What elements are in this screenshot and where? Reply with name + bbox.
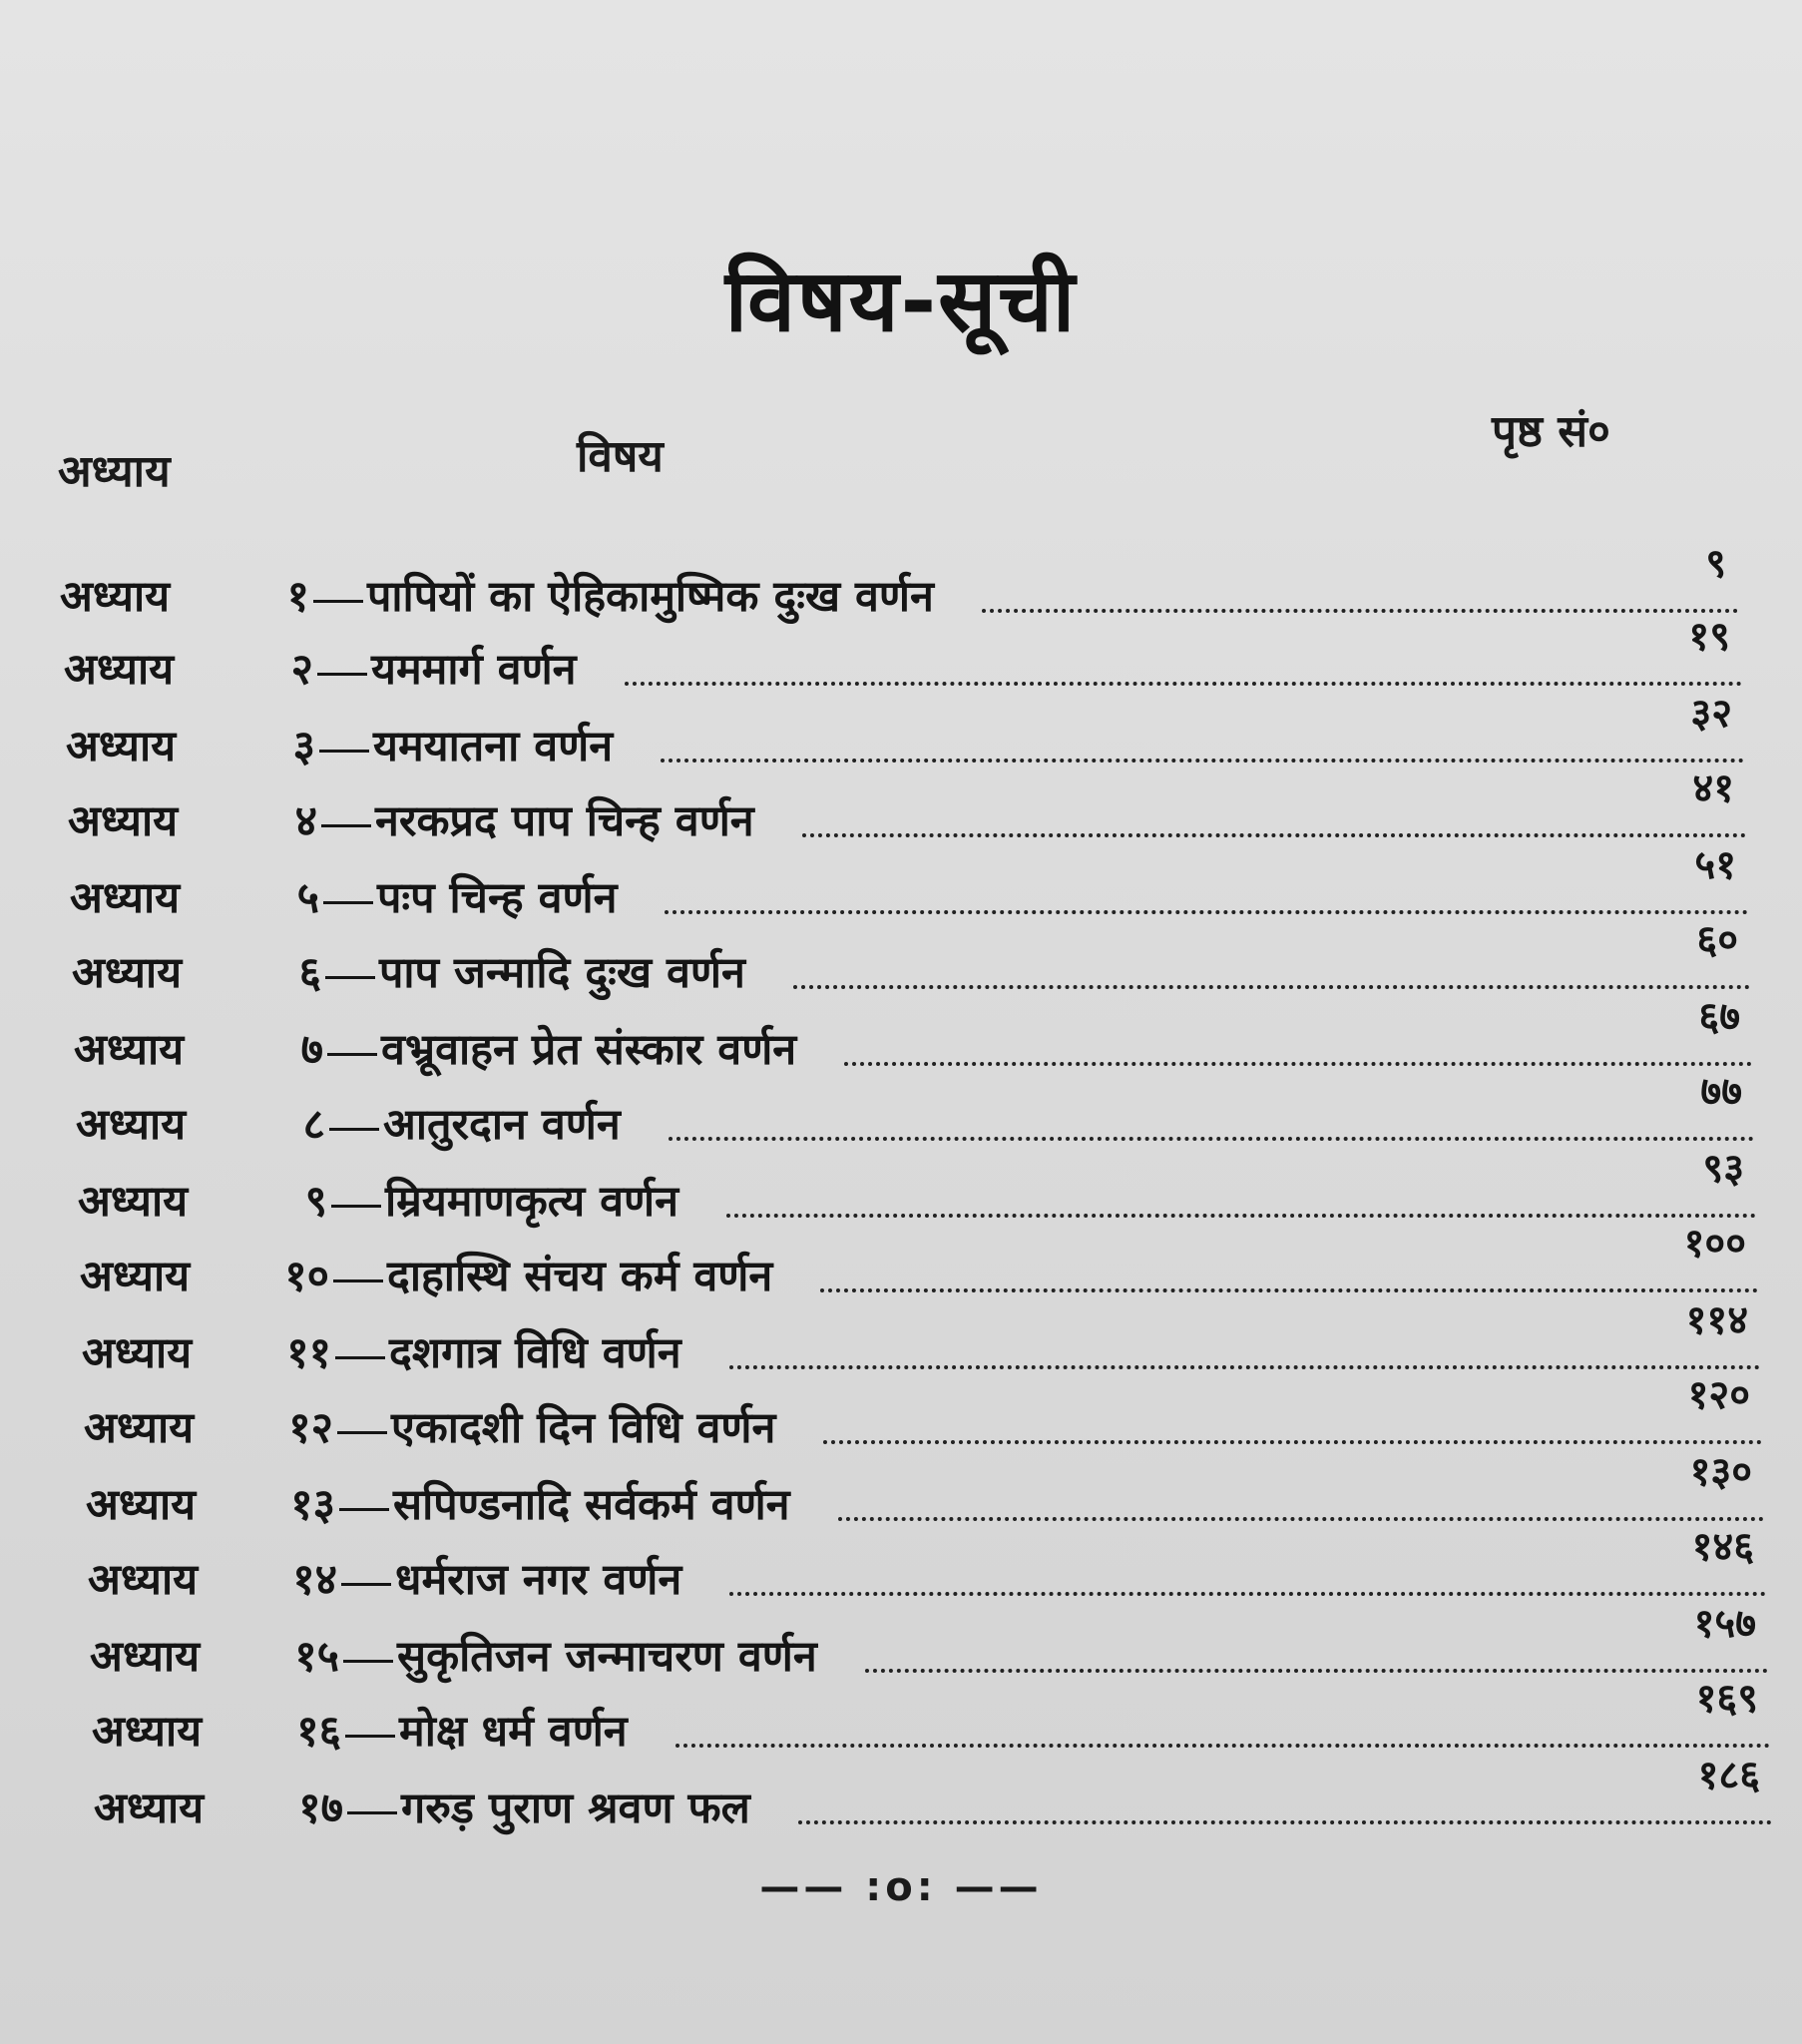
em-dash <box>327 1053 377 1056</box>
em-dash <box>333 1279 383 1282</box>
chapter-number: १० <box>284 1252 329 1301</box>
chapter-number: १५ <box>294 1632 339 1682</box>
table-of-contents <box>60 514 1760 1854</box>
em-dash <box>337 1431 387 1434</box>
toc-entry <box>76 1068 1772 1150</box>
em-dash <box>319 750 369 753</box>
dot-leader <box>729 1364 1760 1369</box>
chapter-label: अध्याय <box>80 1252 191 1301</box>
em-dash <box>345 1735 395 1738</box>
chapter-number: ८ <box>302 1100 325 1150</box>
chapter-label: अध्याय <box>84 1403 195 1453</box>
toc-entry <box>64 613 1760 695</box>
page-number: १४६ <box>1691 1524 1754 1570</box>
dot-leader <box>793 984 1750 989</box>
chapter-number: २ <box>290 645 313 695</box>
toc-entry <box>84 1371 1780 1453</box>
em-dash <box>313 600 363 603</box>
chapter-subject: सुकृतिजन जन्माचरण वर्णन <box>397 1632 817 1682</box>
chapter-subject: मोक्ष धर्म वर्णन <box>399 1707 628 1757</box>
em-dash <box>341 1583 391 1586</box>
chapter-label: अध्याय <box>72 948 183 998</box>
dot-leader <box>729 1591 1766 1596</box>
chapter-label: अध्याय <box>64 645 175 695</box>
toc-entry <box>60 540 1756 622</box>
chapter-number: ६ <box>298 948 321 998</box>
toc-entry <box>74 993 1770 1075</box>
dot-leader <box>802 832 1746 837</box>
toc-entry <box>90 1600 1786 1682</box>
chapter-label: अध्याय <box>68 796 179 846</box>
dot-leader <box>726 1213 1756 1218</box>
dot-leader <box>798 1819 1772 1824</box>
chapter-label: अध्याय <box>78 1177 189 1227</box>
chapter-number: १७ <box>298 1784 343 1833</box>
chapter-label: अध्याय <box>82 1328 193 1378</box>
page-number: ६० <box>1696 917 1738 963</box>
chapter-subject: एकादशी दिन विधि वर्णन <box>391 1403 776 1453</box>
chapter-label: अध्याय <box>92 1707 203 1757</box>
chapter-subject: धर्मराज नगर वर्णन <box>395 1555 682 1605</box>
dot-leader <box>665 909 1748 914</box>
em-dash <box>335 1356 385 1359</box>
page-number: ९ <box>1705 541 1726 587</box>
toc-entry <box>80 1220 1776 1301</box>
column-header-page: पृष्ठ सं० <box>1492 406 1610 457</box>
chapter-number: १४ <box>292 1555 337 1605</box>
page-number: ३२ <box>1690 691 1732 737</box>
em-dash <box>325 976 375 979</box>
toc-entry <box>70 841 1766 923</box>
chapter-label: अध्याय <box>90 1632 201 1682</box>
chapter-number: ४ <box>294 796 317 846</box>
toc-entry <box>66 690 1762 771</box>
dot-leader <box>820 1287 1758 1292</box>
chapter-subject: दाहास्थि संचय कर्म वर्णन <box>387 1252 773 1301</box>
column-header-subject: विषय <box>577 431 664 482</box>
column-header-chapter: अध्याय <box>58 446 171 497</box>
dot-leader <box>661 758 1744 763</box>
dot-leader <box>838 1516 1764 1521</box>
chapter-subject: गरुड़ पुराण श्रवण फल <box>401 1784 750 1833</box>
toc-entry <box>78 1145 1774 1227</box>
chapter-label: अध्याय <box>76 1100 187 1150</box>
chapter-subject: नरकप्रद पाप चिन्ह वर्णन <box>375 796 754 846</box>
dot-leader <box>625 681 1742 686</box>
em-dash <box>317 673 367 676</box>
page-number: १२० <box>1687 1372 1750 1418</box>
chapter-subject: वभ्रूवाहन प्रेत संस्कार वर्णन <box>381 1025 797 1075</box>
chapter-number: ११ <box>286 1328 331 1378</box>
chapter-number: ३ <box>292 722 315 771</box>
page-number: १५७ <box>1693 1601 1756 1647</box>
em-dash <box>331 1205 381 1208</box>
dot-leader <box>669 1136 1754 1141</box>
chapter-subject: आतुरदान वर्णन <box>383 1100 621 1150</box>
chapter-subject: पाप जन्मादि दुःख वर्णन <box>379 948 745 998</box>
chapter-subject: यमयातना वर्णन <box>373 722 614 771</box>
chapter-label: अध्याय <box>60 572 171 622</box>
toc-entry <box>72 916 1768 998</box>
dot-leader <box>865 1668 1768 1673</box>
chapter-number: १६ <box>296 1707 341 1757</box>
em-dash <box>329 1128 379 1131</box>
em-dash <box>347 1811 397 1814</box>
toc-entry <box>88 1523 1784 1605</box>
chapter-number: १२ <box>288 1403 333 1453</box>
chapter-label: अध्याय <box>66 722 177 771</box>
chapter-label: अध्याय <box>70 873 181 923</box>
chapter-number: ५ <box>296 873 319 923</box>
em-dash <box>339 1508 389 1511</box>
chapter-label: अध्याय <box>94 1784 205 1833</box>
page-title: विषय-सूची <box>724 252 1078 351</box>
chapter-number: १ <box>286 572 309 622</box>
page-number: ७७ <box>1700 1069 1742 1115</box>
em-dash <box>323 901 373 904</box>
chapter-label: अध्याय <box>86 1480 197 1530</box>
page-number: १३० <box>1689 1449 1752 1495</box>
toc-entry <box>68 765 1764 846</box>
page-number: ११४ <box>1685 1297 1748 1343</box>
em-dash <box>321 824 371 827</box>
em-dash <box>343 1660 393 1663</box>
page-number: ६७ <box>1698 994 1740 1040</box>
chapter-number: १३ <box>290 1480 335 1530</box>
chapter-subject: पःप चिन्ह वर्णन <box>377 873 618 923</box>
end-ornament: —— :o: —— <box>759 1864 1043 1910</box>
page-number: ४१ <box>1692 766 1734 811</box>
page-number: १९ <box>1688 614 1730 660</box>
page-number: ९३ <box>1702 1146 1744 1192</box>
page-number: १६९ <box>1695 1676 1758 1722</box>
chapter-subject: पापियों का ऐहिकामुष्मिक दुःख वर्णन <box>367 572 934 622</box>
page-number: १०० <box>1683 1221 1746 1267</box>
page-number: १८६ <box>1697 1753 1760 1798</box>
toc-entry <box>92 1675 1788 1757</box>
toc-entry <box>82 1296 1778 1378</box>
toc-entry <box>94 1752 1790 1833</box>
chapter-subject: दशगात्र विधि वर्णन <box>389 1328 681 1378</box>
chapter-number: ७ <box>300 1025 323 1075</box>
chapter-label: अध्याय <box>88 1555 199 1605</box>
chapter-subject: म्रियमाणकृत्य वर्णन <box>385 1177 678 1227</box>
dot-leader <box>844 1061 1752 1066</box>
dot-leader <box>676 1743 1770 1748</box>
toc-entry <box>86 1448 1782 1530</box>
page-number: ५१ <box>1694 842 1736 888</box>
chapter-subject: यममार्ग वर्णन <box>371 645 577 695</box>
chapter-subject: सपिण्डनादि सर्वकर्म वर्णन <box>393 1480 790 1530</box>
chapter-label: अध्याय <box>74 1025 185 1075</box>
dot-leader <box>823 1439 1762 1444</box>
chapter-number: ९ <box>304 1177 327 1227</box>
